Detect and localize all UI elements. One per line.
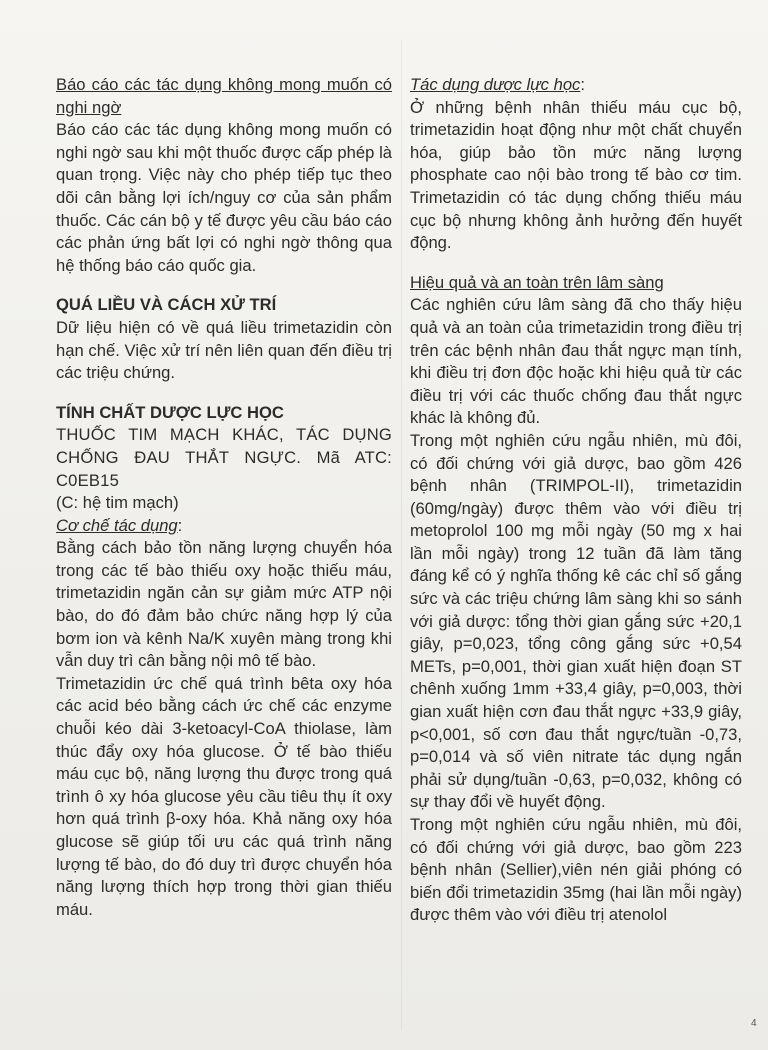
paragraph-clinical-sellier: Trong một nghiên cứu ngẫu nhiên, mù đôi, có đối chứng với giả dược, bao gồm 223 bệnh nhân (Sellier),viên nén giải phóng có biến đổi trimetazidin 35mg (hai lần mỗi ngày) được thêm vào với điều trị atenolol [410,815,742,925]
paragraph-atc-class: THUỐC TIM MẠCH KHÁC, TÁC DỤNG CHỐNG ĐAU THẮT NGỰC. Mã ATC: C0EB15 [56,425,392,490]
heading-clinical-efficacy: Hiệu quả và an toàn trên lâm sàng [410,272,664,292]
left-column [56,74,392,921]
paragraph-clinical-1: Các nghiên cứu lâm sàng đã cho thấy hiệu quả và an toàn của trimetazidin trong điều trị trên các bệnh nhân đau thắt ngực mạn tính, khi điều trị đơn độc hoặc khi hiệu quả từ các điều trị với các thuốc chống đau thắt ngực khác là không đủ. [410,295,742,428]
heading-pharmacodynamic-effects: Tác dụng dược lực học [410,75,581,94]
heading-mechanism-colon: : [177,515,183,535]
paragraph-effects: Ở những bệnh nhân thiếu máu cục bộ, trimetazidin hoạt động như một chất chuyển hóa, giúp bảo tồn mức năng lượng phosphate cao nội bào trong tế bào cơ tim. Trimetazidin có tác dụng chống thiếu máu cục bộ nhưng không ảnh hưởng đến huyết động. [410,97,742,253]
paragraph-mechanism-2: Trimetazidin ức chế quá trình bêta oxy hóa các acid béo bằng cách ức chế các enzyme chuỗi kéo dài 3-ketoacyl-CoA thiolase, làm thúc đẩy oxy hóa glucose. Ở tế bào thiếu máu cục bộ, năng lượng thu được trong quá trình ô xy hóa glucose yêu cầu tiêu thụ ít oxy hơn quá trình β-oxy hóa. Khả năng oxy hóa glucose sẽ giúp tối ưu các quá trình năng lượng tế bào, do đó duy trì được chuyển hóa năng lượng thích hợp trong thời gian thiếu máu. [56,673,392,919]
heading-mechanism: Cơ chế tác dụng [56,515,178,535]
heading-effects-colon: : [580,75,585,94]
paragraph-mechanism-1: Bằng cách bảo tồn năng lượng chuyển hóa trong các tế bào thiếu oxy hoặc thiếu máu, trimetazidin ngăn cản sự giảm mức ATP nội bào, do đó đảm bảo chức năng hợp lý của bơm ion và kênh Na/K xuyên màng trong khi vẫn duy trì cân bằng nội mô tế bào. [56,538,392,671]
paragraph-adverse-reporting: Báo cáo các tác dụng không mong muốn có nghi ngờ sau khi một thuốc được cấp phép là quan trọng. Việc này cho phép tiếp tục theo dõi cân bằng lợi ích/nguy cơ của sản phẩm thuốc. Các cán bộ y tế được yêu cầu báo cáo các phản ứng bất lợi có nghi ngờ thông qua hệ thống báo cáo quốc gia. [56,120,392,275]
heading-pharmacodynamics: TÍNH CHẤT DƯỢC LỰC HỌC [56,402,284,422]
paragraph-overdose: Dữ liệu hiện có về quá liều trimetazidin còn hạn chế. Việc xử trí nên liên quan đến điều trị các triệu chứng. [56,317,392,383]
page-number: 4 [751,1018,757,1029]
heading-adverse-reporting: Báo cáo các tác dụng không mong muốn có nghi ngờ [56,75,392,117]
heading-overdose: QUÁ LIỀU VÀ CÁCH XỬ TRÍ [56,295,277,315]
heading-mechanism-wrap [56,515,392,538]
right-column [410,74,742,927]
column-divider [401,40,402,1030]
paragraph-atc-note: (C: hệ tim mạch) [56,493,179,513]
heading-effects-wrap [410,74,742,97]
paragraph-clinical-trimpol: Trong một nghiên cứu ngẫu nhiên, mù đôi, có đối chứng với giả dược, bao gồm 426 bệnh nhân (TRIMPOL-II), trimetazidin (60mg/ngày) được thêm vào với điều trị metoprolol 100 mg mỗi ngày (50 mg x hai lần mỗi ngày) trong 12 tuần đã làm tăng đáng kể có ý nghĩa thống kê các chỉ số gắng sức và các triệu chứng lâm sàng khi so sánh với giả dược: tổng thời gian gắng sức +20,1 giây, p=0,023, tổng công gắng sức +0,54 METs, p=0,001, thời gian xuất hiện đoạn ST chênh xuống 1mm +33,4 giây, p=0,003, thời gian xuất hiện cơn đau thắt ngực +33,9 giây, p<0,001, số cơn đau thắt ngực/tuần -0,73, p=0,014 và số viên nitrate tác dụng ngắn phải sử dụng/tuần -0,63, p=0,032, không có sự thay đổi về huyết động. [410,430,742,812]
